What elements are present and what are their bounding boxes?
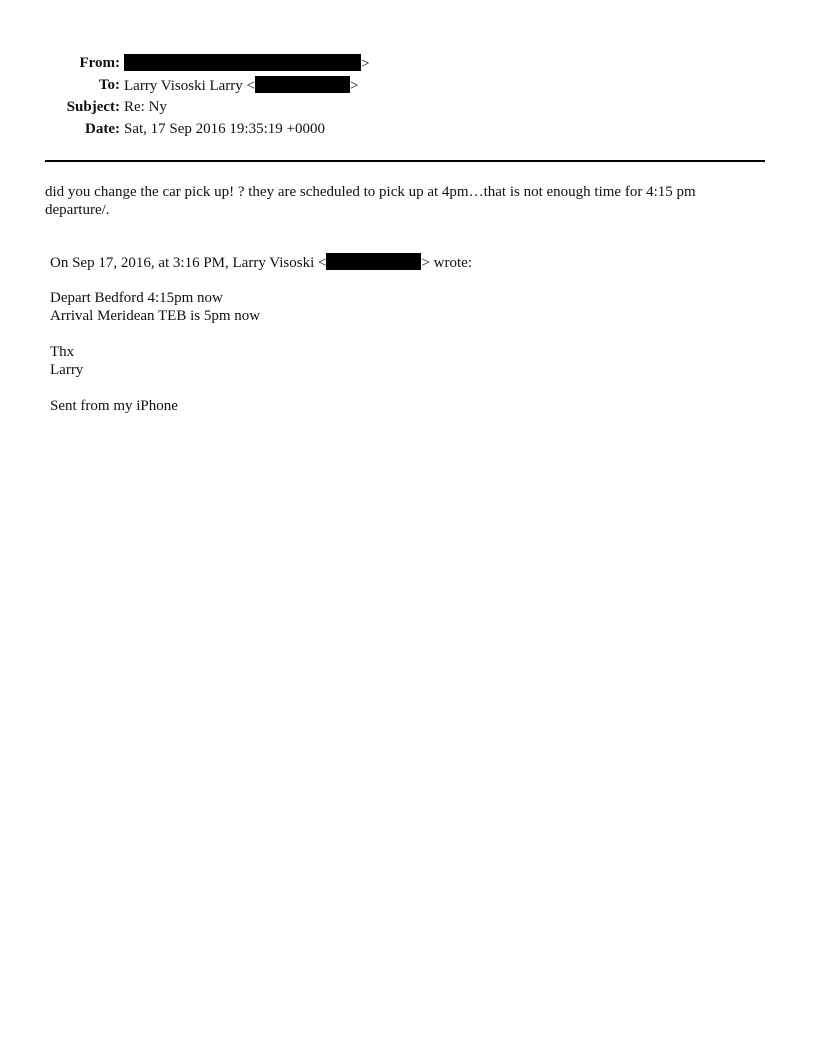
spacer — [50, 325, 750, 343]
to-row — [0, 75, 816, 97]
subject-label: Subject: — [66, 99, 120, 115]
quoted-line-sent-from: Sent from my iPhone — [50, 398, 178, 414]
quoted-message — [50, 253, 750, 415]
to-suffix: > — [350, 78, 359, 94]
from-label: From: — [79, 55, 120, 71]
subject-value: Re: Ny — [124, 99, 167, 115]
quoted-line-depart: Depart Bedford 4:15pm now — [50, 290, 223, 306]
subject-row — [0, 97, 816, 119]
message-body: did you change the car pick up! ? they are scheduled to pick up at 4pm…that is not enough time for 4:15 pm departure/. — [45, 184, 696, 218]
attribution-prefix: On Sep 17, 2016, at 3:16 PM, Larry Visoski < — [50, 255, 327, 271]
to-name: Larry Visoski Larry < — [124, 78, 256, 94]
from-suffix: > — [361, 56, 370, 72]
date-value: Sat, 17 Sep 2016 19:35:19 +0000 — [124, 121, 325, 137]
attribution-suffix: > wrote: — [421, 255, 472, 271]
quoted-line-signature: Larry — [50, 362, 84, 378]
spacer — [50, 379, 750, 397]
date-label: Date: — [85, 121, 120, 137]
email-header — [0, 53, 816, 141]
from-value — [124, 54, 369, 73]
quote-attribution — [50, 253, 750, 271]
to-value — [124, 76, 358, 95]
attribution-redaction — [326, 253, 421, 270]
date-row — [0, 119, 816, 141]
to-redaction — [255, 76, 350, 93]
header-divider — [45, 160, 765, 162]
quoted-line-arrival: Arrival Meridean TEB is 5pm now — [50, 308, 261, 324]
from-row — [0, 53, 816, 75]
to-label: To: — [98, 77, 120, 93]
spacer — [50, 271, 750, 289]
from-redaction — [124, 54, 361, 71]
quoted-line-thx: Thx — [50, 344, 75, 360]
